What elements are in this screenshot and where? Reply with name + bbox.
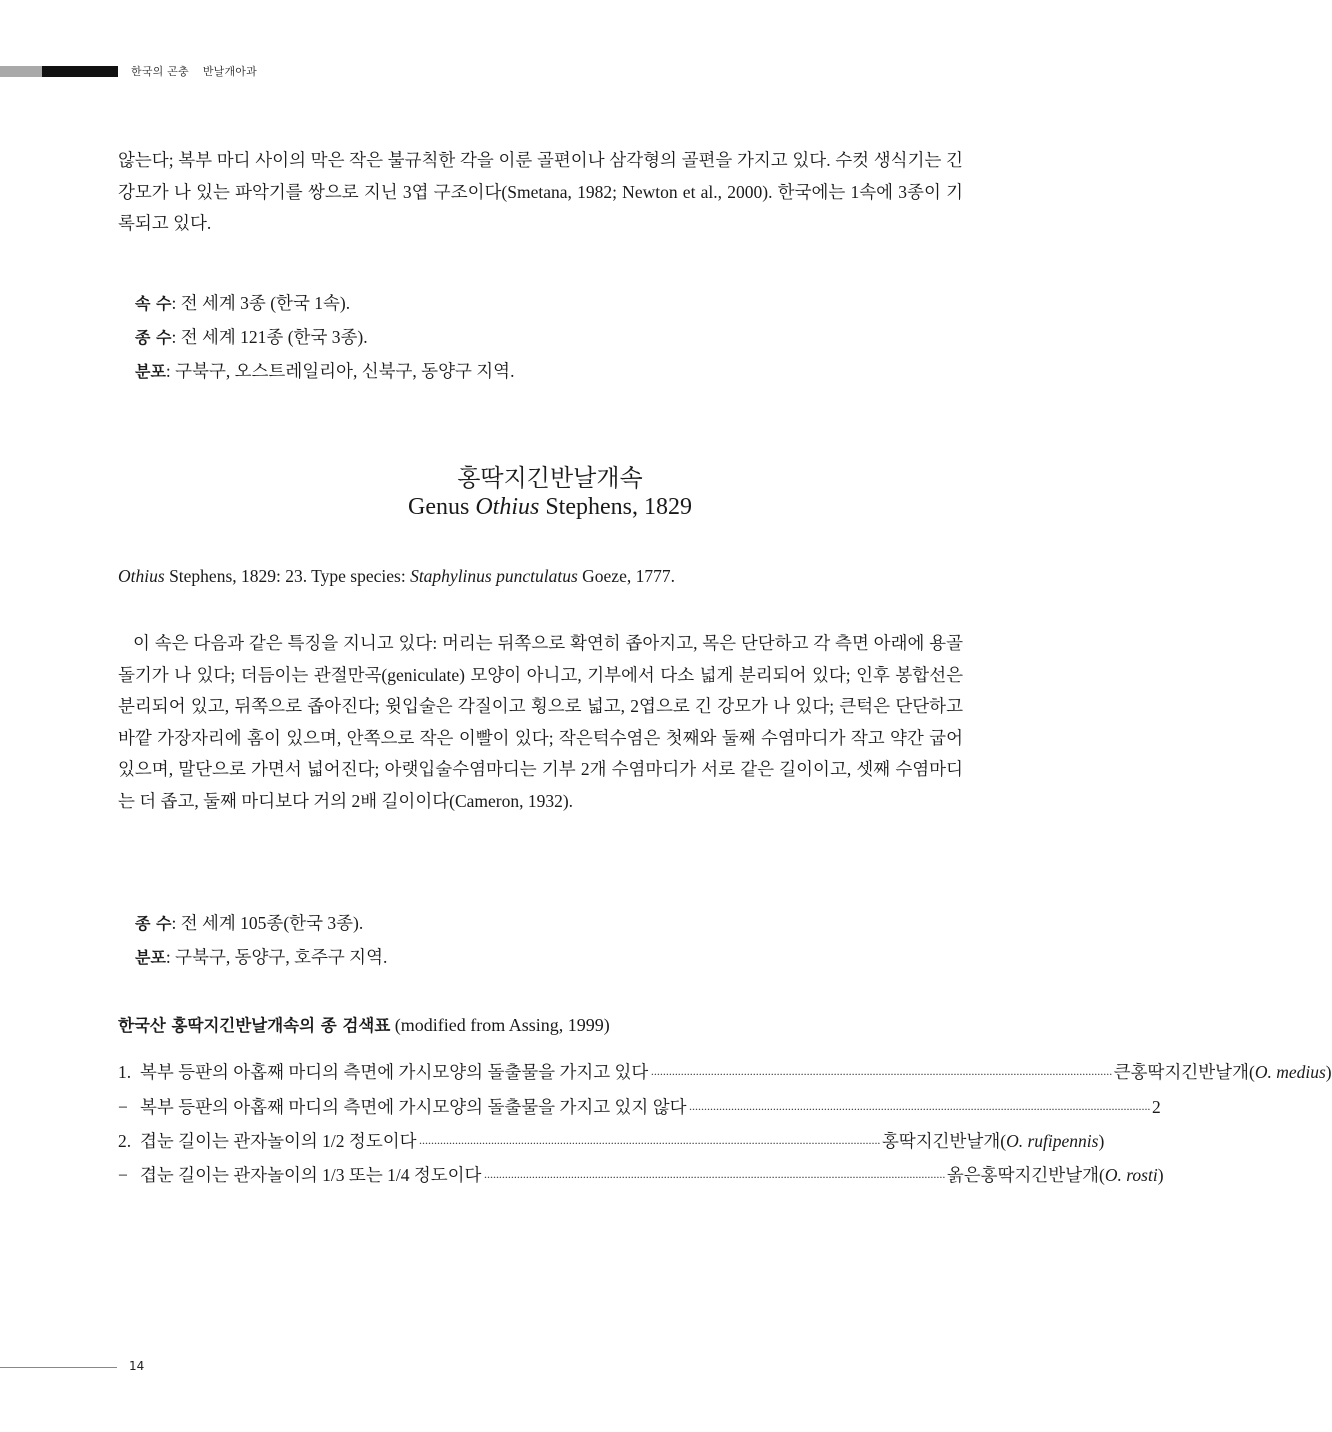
key-leader-dots: ·························································································································································· [418,1136,880,1150]
stat-value: : 전 세계 121종 (한국 3종). [171,327,368,347]
genus-latin-title [0,494,1100,521]
key-text: 복부 등판의 아홉째 마디의 측면에 가시모양의 돌출물을 가지고 있지 않다 [140,1097,687,1117]
key-source: (modified from Assing, 1999) [390,1015,610,1035]
stat-value: : 구북구, 동양구, 호주구 지역. [165,947,388,967]
footer-rule [0,1367,117,1368]
key-title-text: 한국산 홍딱지긴반날개속의 종 검색표 [118,1016,391,1035]
stat-value: : 전 세계 105종(한국 3종). [171,913,364,933]
key-text: 겹눈 길이는 관자놀이의 1/3 또는 1/4 정도이다 [140,1165,482,1185]
genus-stat-distribution [135,944,387,969]
key-result: 큰홍딱지긴반날개(O. medius) [1113,1062,1332,1082]
stat-species-count [135,324,368,349]
key-row [118,1059,1332,1084]
stat-label: 분포 [135,948,166,967]
stat-label: 종 수 [135,914,172,933]
key-result: 옭은홍딱지긴반날개(O. rosti) [946,1165,1164,1185]
header-bar-black [42,66,118,77]
key-row [118,1128,1105,1153]
genus-korean-title: 홍딱지긴반날개속 [457,466,643,492]
genus-prefix: Genus [407,494,476,520]
key-leader-dots: ·························································································································································· [650,1067,1112,1081]
ref-type-species: Staphylinus punctulatus [410,566,578,586]
stat-value: : 전 세계 3종 (한국 1속). [171,293,351,313]
ref-text: Stephens, 1829: 23. Type species: [164,566,411,586]
section-title: 반날개아과 [202,65,257,78]
stat-label: 속 수 [135,294,172,313]
page-number: 14 [129,1359,145,1373]
stat-distribution [135,358,514,383]
stat-label: 종 수 [135,328,172,347]
key-number: − [118,1165,128,1185]
genus-description: 이 속은 다음과 같은 특징을 지니고 있다: 머리는 뒤쪽으로 확연히 좁아지고, 목은 단단하고 각 측면 아래에 용골돌기가 나 있다; 더듬이는 관절만곡(geniculate) 모양이 아니고, 기부에서 다소 넓게 분리되어 있다; 인후 봉합선은 분리되어 있고, 뒤쪽으로 좁아진다; 윗입술은 각질이고 횡으로 넓고, 2엽으로 긴 강모가 나 있다; 큰턱은 단단하고 바깥 가장자리에 홈이 있으며, 안쪽으로 작은 이빨이 있다; 작은턱수염은 첫째와 둘째 수염마디가 작고 약간 굽어 있으며, 말단으로 가면서 넓어진다; 아랫입술수염마디는 기부 2개 수염마디가 서로 같은 길이이고, 셋째 수염마디는 더 좁고, 둘째 마디보다 거의 2배 길이이다(Cameron, 1932). [118,633,963,811]
key-species: O. medius [1254,1062,1326,1082]
key-species: O. rufipennis [1006,1131,1099,1151]
stat-genus-count [135,290,350,315]
key-number: 1. [118,1062,132,1082]
key-title [118,1012,610,1036]
key-number: − [118,1097,128,1117]
key-number: 2. [118,1131,132,1151]
ref-type-author: Goeze, 1777. [577,566,675,586]
header-bar-grey [0,66,42,77]
genus-author: Stephens, 1829 [539,494,692,520]
ref-genus: Othius [118,566,165,586]
key-leader-dots: ·························································································································································· [688,1102,1150,1116]
stat-label: 분포 [135,362,166,381]
key-result: 홍딱지긴반날개(O. rufipennis) [881,1131,1105,1151]
genus-reference [118,566,675,587]
key-row [118,1094,1161,1119]
key-text: 복부 등판의 아홉째 마디의 측면에 가시모양의 돌출물을 가지고 있다 [140,1062,649,1082]
key-text: 겹눈 길이는 관자놀이의 1/2 정도이다 [140,1131,417,1151]
genus-latin-name: Othius [475,494,540,520]
intro-paragraph: 않는다; 복부 마디 사이의 막은 작은 불규칙한 각을 이룬 골편이나 삼각형의 골편을 가지고 있다. 수컷 생식기는 긴 강모가 나 있는 파악기를 쌍으로 지닌 3엽 구조이다(Smetana, 1982; Newton et al., 2000). 한국에는 1속에 3종이 기록되고 있다. [118,150,963,233]
key-species: O. rosti [1104,1165,1158,1185]
key-row [118,1162,1164,1187]
key-leader-dots: ·························································································································································· [483,1170,945,1184]
stat-value: : 구북구, 오스트레일리아, 신북구, 동양구 지역. [165,361,515,381]
genus-stat-species [135,910,363,935]
running-header [131,63,257,79]
book-title: 한국의 곤충 [131,65,189,78]
key-result: 2 [1151,1097,1161,1117]
